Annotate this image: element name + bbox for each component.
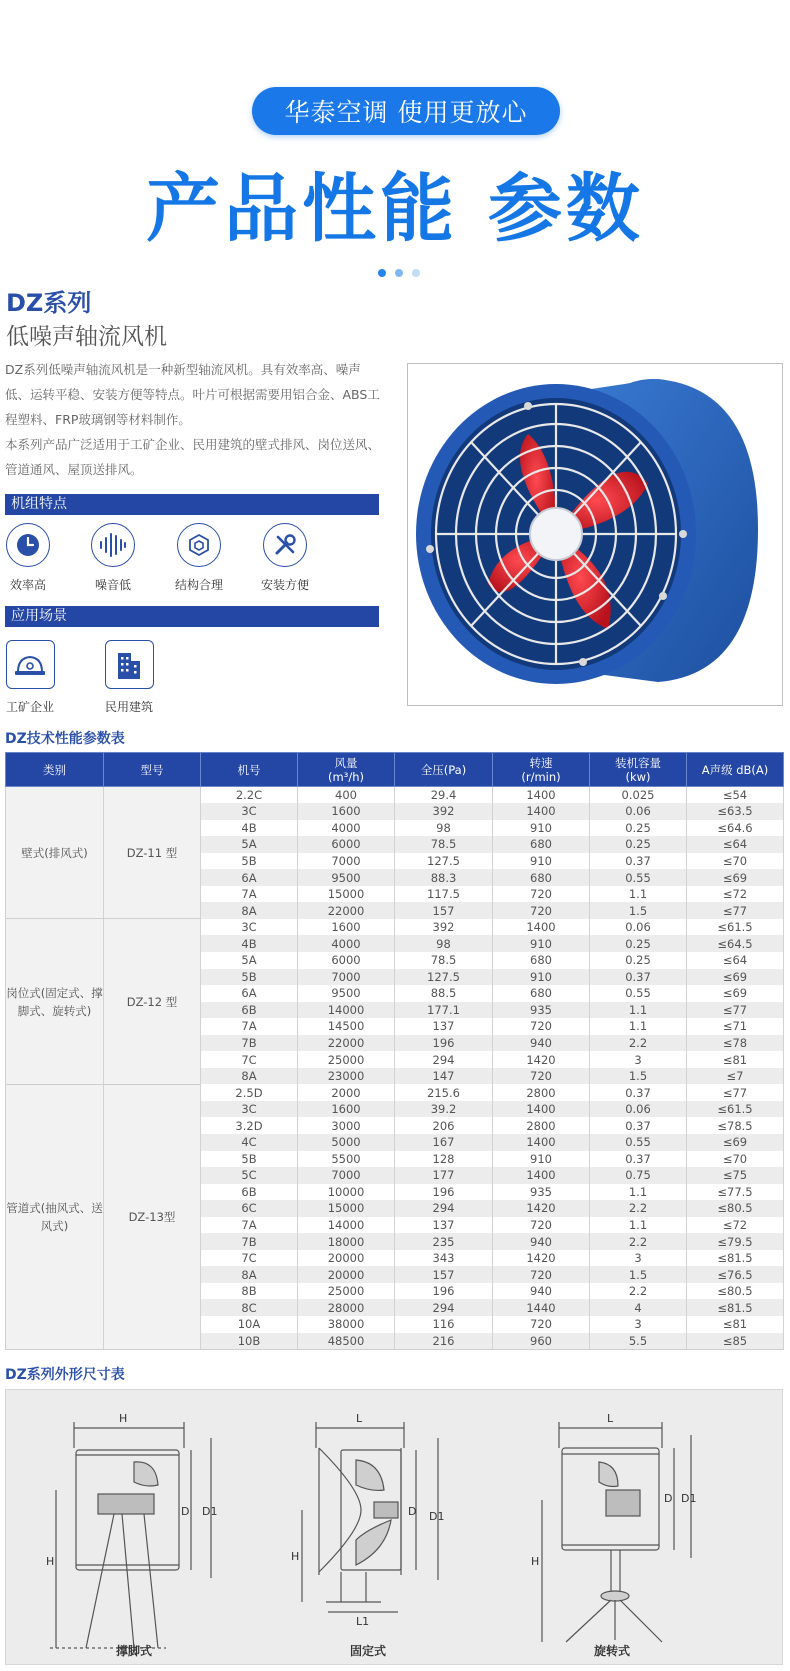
carousel-dot[interactable] [395, 269, 403, 277]
table-cell: 3.2D [201, 1117, 298, 1134]
table-cell: ≤71 [687, 1018, 784, 1035]
table-cell: 20000 [298, 1250, 395, 1267]
diagram-caption: 固定式 [350, 1644, 387, 1658]
table-cell: 5500 [298, 1151, 395, 1168]
diagram-caption: 旋转式 [594, 1644, 631, 1658]
table-cell: 8A [201, 902, 298, 919]
dimension-diagrams [5, 1389, 783, 1665]
table-cell: 6000 [298, 952, 395, 969]
table-cell: 127.5 [395, 853, 493, 870]
table-cell: 8A [201, 1266, 298, 1283]
table-cell: 78.5 [395, 952, 493, 969]
table-cell: ≤69 [687, 869, 784, 886]
dimension-label: D [181, 1505, 190, 1518]
feature-item [78, 523, 148, 593]
table-cell: 23000 [298, 1068, 395, 1085]
carousel-dot[interactable] [378, 269, 386, 277]
dimension-label: D [664, 1492, 673, 1505]
table-cell: 910 [493, 969, 590, 986]
table-cell: 9500 [298, 869, 395, 886]
table-cell: 0.75 [590, 1167, 687, 1184]
table-cell: ≤72 [687, 886, 784, 903]
table-cell: 8A [201, 1068, 298, 1085]
hardhat-icon [6, 640, 55, 689]
table-cell: 2000 [298, 1084, 395, 1101]
table-cell: 1.1 [590, 1018, 687, 1035]
table-cell: 2.2C [201, 787, 298, 804]
table-cell: 0.55 [590, 985, 687, 1002]
table-cell: 0.25 [590, 935, 687, 952]
table-cell: ≤85 [687, 1333, 784, 1350]
table-cell: 7C [201, 1051, 298, 1068]
table-cell: 940 [493, 1233, 590, 1250]
table-cell: 0.025 [590, 787, 687, 804]
table-cell: 960 [493, 1333, 590, 1350]
table-row [6, 919, 784, 936]
table-cell: 39.2 [395, 1101, 493, 1118]
table-cell: 935 [493, 1002, 590, 1019]
table-cell: 720 [493, 886, 590, 903]
table-cell: 0.55 [590, 869, 687, 886]
feature-item [250, 523, 320, 593]
diagram-caption: 撑脚式 [116, 1644, 153, 1658]
table-cell: 2.5D [201, 1084, 298, 1101]
table-cell: ≤69 [687, 1134, 784, 1151]
dimension-label: D1 [429, 1510, 445, 1523]
table-cell: 15000 [298, 886, 395, 903]
table-cell: 29.4 [395, 787, 493, 804]
table-cell: ≤63.5 [687, 803, 784, 820]
table-cell: 14000 [298, 1002, 395, 1019]
table-cell: 98 [395, 820, 493, 837]
dimension-label: D1 [202, 1505, 218, 1518]
table-header-cell: 转速 (r/min) [493, 753, 590, 787]
dimensions-title: DZ系列外形尺寸表 [5, 1367, 125, 1383]
table-cell: 2.2 [590, 1200, 687, 1217]
table-cell: 910 [493, 1151, 590, 1168]
table-cell: ≤69 [687, 969, 784, 986]
table-cell: 680 [493, 836, 590, 853]
table-cell: 157 [395, 1266, 493, 1283]
table-cell: 720 [493, 1018, 590, 1035]
dimension-label: L [356, 1412, 363, 1425]
table-cell: ≤80.5 [687, 1200, 784, 1217]
series-subtitle: 低噪声轴流风机 [6, 324, 167, 350]
table-cell: 1600 [298, 803, 395, 820]
table-cell: ≤64.5 [687, 935, 784, 952]
dimension-label: D1 [681, 1492, 697, 1505]
table-cell: 4B [201, 820, 298, 837]
tools-icon [263, 523, 307, 567]
slogan-pill: 华泰空调 使用更放心 [252, 87, 560, 135]
table-cell: 7000 [298, 1167, 395, 1184]
table-cell: 20000 [298, 1266, 395, 1283]
table-cell: 935 [493, 1184, 590, 1201]
series-description [5, 357, 383, 482]
table-cell: ≤79.5 [687, 1233, 784, 1250]
table-cell: 157 [395, 902, 493, 919]
table-cell: ≤80.5 [687, 1283, 784, 1300]
table-cell: 720 [493, 1068, 590, 1085]
table-title: DZ技术性能参数表 [5, 731, 125, 747]
feature-label: 安装方便 [260, 578, 309, 592]
table-header-cell: 风量 (m³/h) [298, 753, 395, 787]
page-title: 产品性能 参数 [146, 166, 644, 252]
table-cell: ≤64 [687, 836, 784, 853]
table-cell: 5.5 [590, 1333, 687, 1350]
dimension-label: H [291, 1550, 300, 1563]
description-paragraph: 本系列产品广泛适用于工矿企业、民用建筑的壁式排风、岗位送风、管道通风、屋顶送排风。 [5, 437, 381, 477]
table-cell: 1.5 [590, 1266, 687, 1283]
application-item [0, 640, 65, 715]
table-cell: ≤7 [687, 1068, 784, 1085]
table-cell: 0.25 [590, 836, 687, 853]
table-cell: ≤54 [687, 787, 784, 804]
table-cell: 3C [201, 803, 298, 820]
table-cell: 294 [395, 1200, 493, 1217]
table-cell: 910 [493, 935, 590, 952]
table-cell: 0.37 [590, 1151, 687, 1168]
table-cell: 196 [395, 1184, 493, 1201]
category-cell: 岗位式(固定式、撑脚式、旋转式) [6, 919, 104, 1084]
table-cell: 48500 [298, 1333, 395, 1350]
feature-item [164, 523, 234, 593]
table-cell: 1400 [493, 1101, 590, 1118]
table-cell: 177 [395, 1167, 493, 1184]
table-cell: 7B [201, 1233, 298, 1250]
table-cell: 18000 [298, 1233, 395, 1250]
table-cell: 910 [493, 820, 590, 837]
dimension-label: L1 [356, 1615, 370, 1628]
table-cell: 0.06 [590, 919, 687, 936]
table-cell: 7B [201, 1035, 298, 1052]
table-header-cell: 装机容量 (kw) [590, 753, 687, 787]
table-cell: 5A [201, 836, 298, 853]
table-cell: 0.37 [590, 853, 687, 870]
dimension-label: H [531, 1555, 540, 1568]
table-header-cell: 型号 [104, 753, 201, 787]
table-cell: 720 [493, 1217, 590, 1234]
table-cell: 392 [395, 919, 493, 936]
table-cell: 6B [201, 1184, 298, 1201]
table-cell: 147 [395, 1068, 493, 1085]
table-cell: 4000 [298, 935, 395, 952]
table-cell: 720 [493, 1316, 590, 1333]
table-cell: 6C [201, 1200, 298, 1217]
table-cell: 128 [395, 1151, 493, 1168]
dimension-label: H [119, 1412, 128, 1425]
table-cell: 28000 [298, 1299, 395, 1316]
table-cell: 6B [201, 1002, 298, 1019]
table-cell: ≤76.5 [687, 1266, 784, 1283]
building-icon [105, 640, 154, 689]
table-cell: 0.37 [590, 969, 687, 986]
table-cell: 5C [201, 1167, 298, 1184]
table-cell: 215.6 [395, 1084, 493, 1101]
description-paragraph: DZ系列低噪声轴流风机是一种新型轴流风机。具有效率高、噪声低、运转平稳、安装方便等特点。叶片可根据需要用铝合金、ABS工程塑料、FRP玻璃钢等材料制作。 [5, 362, 380, 427]
table-cell: 235 [395, 1233, 493, 1250]
table-cell: 4C [201, 1134, 298, 1151]
table-cell: 720 [493, 902, 590, 919]
table-cell: 0.37 [590, 1084, 687, 1101]
table-cell: 0.06 [590, 1101, 687, 1118]
table-cell: 3 [590, 1250, 687, 1267]
table-cell: 0.06 [590, 803, 687, 820]
feature-label: 噪音低 [94, 578, 131, 592]
table-cell: 2.2 [590, 1283, 687, 1300]
category-cell: 管道式(抽风式、送风式) [6, 1084, 104, 1349]
table-cell: 2.2 [590, 1035, 687, 1052]
table-cell: 2.2 [590, 1233, 687, 1250]
table-cell: 7000 [298, 853, 395, 870]
table-cell: ≤64 [687, 952, 784, 969]
table-cell: 940 [493, 1035, 590, 1052]
dimension-label: H [46, 1555, 55, 1568]
applications-heading: 应用场景 [5, 606, 379, 627]
table-header-cell: 机号 [201, 753, 298, 787]
model-cell: DZ-12 型 [104, 919, 201, 1084]
table-cell: 4 [590, 1299, 687, 1316]
table-cell: 1600 [298, 1101, 395, 1118]
table-header-cell: A声级 dB(A) [687, 753, 784, 787]
table-cell: 392 [395, 803, 493, 820]
table-cell: 88.5 [395, 985, 493, 1002]
table-cell: ≤61.5 [687, 1101, 784, 1118]
table-cell: 1600 [298, 919, 395, 936]
table-cell: 1440 [493, 1299, 590, 1316]
feature-label: 效率高 [9, 578, 46, 592]
table-cell: 137 [395, 1217, 493, 1234]
table-cell: ≤70 [687, 853, 784, 870]
table-cell: 6A [201, 985, 298, 1002]
table-cell: 5B [201, 969, 298, 986]
table-cell: 8B [201, 1283, 298, 1300]
application-label: 工矿企业 [5, 700, 54, 714]
table-cell: 196 [395, 1035, 493, 1052]
features-heading: 机组特点 [5, 494, 379, 515]
feature-item [0, 523, 63, 593]
table-cell: 10A [201, 1316, 298, 1333]
table-cell: ≤81 [687, 1051, 784, 1068]
table-cell: 2800 [493, 1117, 590, 1134]
table-cell: ≤78.5 [687, 1117, 784, 1134]
model-cell: DZ-11 型 [104, 787, 201, 919]
table-row [6, 787, 784, 804]
table-cell: 1.5 [590, 1068, 687, 1085]
table-cell: 343 [395, 1250, 493, 1267]
table-cell: ≤81.5 [687, 1250, 784, 1267]
table-cell: 7C [201, 1250, 298, 1267]
table-cell: 8C [201, 1299, 298, 1316]
table-cell: ≤61.5 [687, 919, 784, 936]
table-header-cell: 全压(Pa) [395, 753, 493, 787]
table-cell: 4000 [298, 820, 395, 837]
table-cell: 3000 [298, 1117, 395, 1134]
table-cell: 0.25 [590, 952, 687, 969]
table-cell: 14500 [298, 1018, 395, 1035]
table-cell: ≤64.6 [687, 820, 784, 837]
table-cell: ≤78 [687, 1035, 784, 1052]
series-title: DZ系列 [6, 289, 92, 317]
dimension-label: D [408, 1505, 417, 1518]
table-cell: ≤70 [687, 1151, 784, 1168]
table-cell: ≤75 [687, 1167, 784, 1184]
table-cell: 14000 [298, 1217, 395, 1234]
table-cell: 22000 [298, 1035, 395, 1052]
table-header-cell: 类别 [6, 753, 104, 787]
table-cell: 206 [395, 1117, 493, 1134]
table-cell: 400 [298, 787, 395, 804]
table-cell: 22000 [298, 902, 395, 919]
table-cell: 680 [493, 869, 590, 886]
application-label: 民用建筑 [104, 700, 153, 714]
table-cell: 1400 [493, 787, 590, 804]
table-cell: ≤72 [687, 1217, 784, 1234]
table-cell: 5B [201, 853, 298, 870]
table-cell: 9500 [298, 985, 395, 1002]
table-cell: 98 [395, 935, 493, 952]
table-cell: 1420 [493, 1051, 590, 1068]
table-cell: 4B [201, 935, 298, 952]
table-cell: 3C [201, 919, 298, 936]
table-cell: 720 [493, 1266, 590, 1283]
feature-label: 结构合理 [174, 578, 223, 592]
fan-product-image [407, 363, 783, 706]
table-cell: 910 [493, 853, 590, 870]
table-cell: ≤81.5 [687, 1299, 784, 1316]
table-cell: 15000 [298, 1200, 395, 1217]
table-cell: 0.55 [590, 1134, 687, 1151]
table-cell: 88.3 [395, 869, 493, 886]
table-cell: 294 [395, 1299, 493, 1316]
table-cell: 7A [201, 1217, 298, 1234]
table-header-row [6, 753, 784, 787]
table-cell: 7A [201, 886, 298, 903]
table-cell: ≤77 [687, 902, 784, 919]
table-cell: 5B [201, 1151, 298, 1168]
table-cell: 1420 [493, 1250, 590, 1267]
table-cell: 167 [395, 1134, 493, 1151]
table-cell: 10B [201, 1333, 298, 1350]
table-cell: 25000 [298, 1051, 395, 1068]
table-cell: 78.5 [395, 836, 493, 853]
table-cell: ≤81 [687, 1316, 784, 1333]
table-cell: 1.1 [590, 1184, 687, 1201]
table-cell: 5A [201, 952, 298, 969]
table-cell: 0.37 [590, 1117, 687, 1134]
table-cell: 10000 [298, 1184, 395, 1201]
table-cell: 680 [493, 952, 590, 969]
performance-table [5, 752, 784, 1350]
table-cell: 1420 [493, 1200, 590, 1217]
table-cell: 6000 [298, 836, 395, 853]
application-item [94, 640, 164, 715]
cube-icon [177, 523, 221, 567]
model-cell: DZ-13型 [104, 1084, 201, 1349]
table-cell: ≤69 [687, 985, 784, 1002]
clock-icon [6, 523, 50, 567]
table-cell: 680 [493, 985, 590, 1002]
table-cell: 117.5 [395, 886, 493, 903]
table-cell: 2800 [493, 1084, 590, 1101]
table-cell: 0.25 [590, 820, 687, 837]
table-cell: 7A [201, 1018, 298, 1035]
table-cell: 177.1 [395, 1002, 493, 1019]
table-cell: 1.1 [590, 1002, 687, 1019]
table-cell: 216 [395, 1333, 493, 1350]
table-cell: ≤77 [687, 1002, 784, 1019]
table-cell: 25000 [298, 1283, 395, 1300]
table-cell: 127.5 [395, 969, 493, 986]
table-row [6, 1084, 784, 1101]
dimension-label: L [607, 1412, 614, 1425]
table-cell: 6A [201, 869, 298, 886]
table-cell: 116 [395, 1316, 493, 1333]
category-cell: 壁式(排风式) [6, 787, 104, 919]
table-cell: 3 [590, 1316, 687, 1333]
carousel-dot[interactable] [412, 269, 420, 277]
table-cell: 3C [201, 1101, 298, 1118]
table-cell: 7000 [298, 969, 395, 986]
table-cell: 137 [395, 1018, 493, 1035]
table-cell: 1400 [493, 1167, 590, 1184]
table-cell: 1.5 [590, 902, 687, 919]
table-cell: 3 [590, 1051, 687, 1068]
sound-wave-icon [91, 523, 135, 567]
table-cell: 1400 [493, 1134, 590, 1151]
table-cell: 1.1 [590, 1217, 687, 1234]
table-cell: 38000 [298, 1316, 395, 1333]
table-cell: 294 [395, 1051, 493, 1068]
table-cell: 940 [493, 1283, 590, 1300]
table-cell: ≤77 [687, 1084, 784, 1101]
carousel-dots [378, 269, 420, 277]
table-cell: 1400 [493, 803, 590, 820]
table-cell: 5000 [298, 1134, 395, 1151]
table-cell: 196 [395, 1283, 493, 1300]
table-cell: ≤77.5 [687, 1184, 784, 1201]
table-cell: 1400 [493, 919, 590, 936]
table-cell: 1.1 [590, 886, 687, 903]
